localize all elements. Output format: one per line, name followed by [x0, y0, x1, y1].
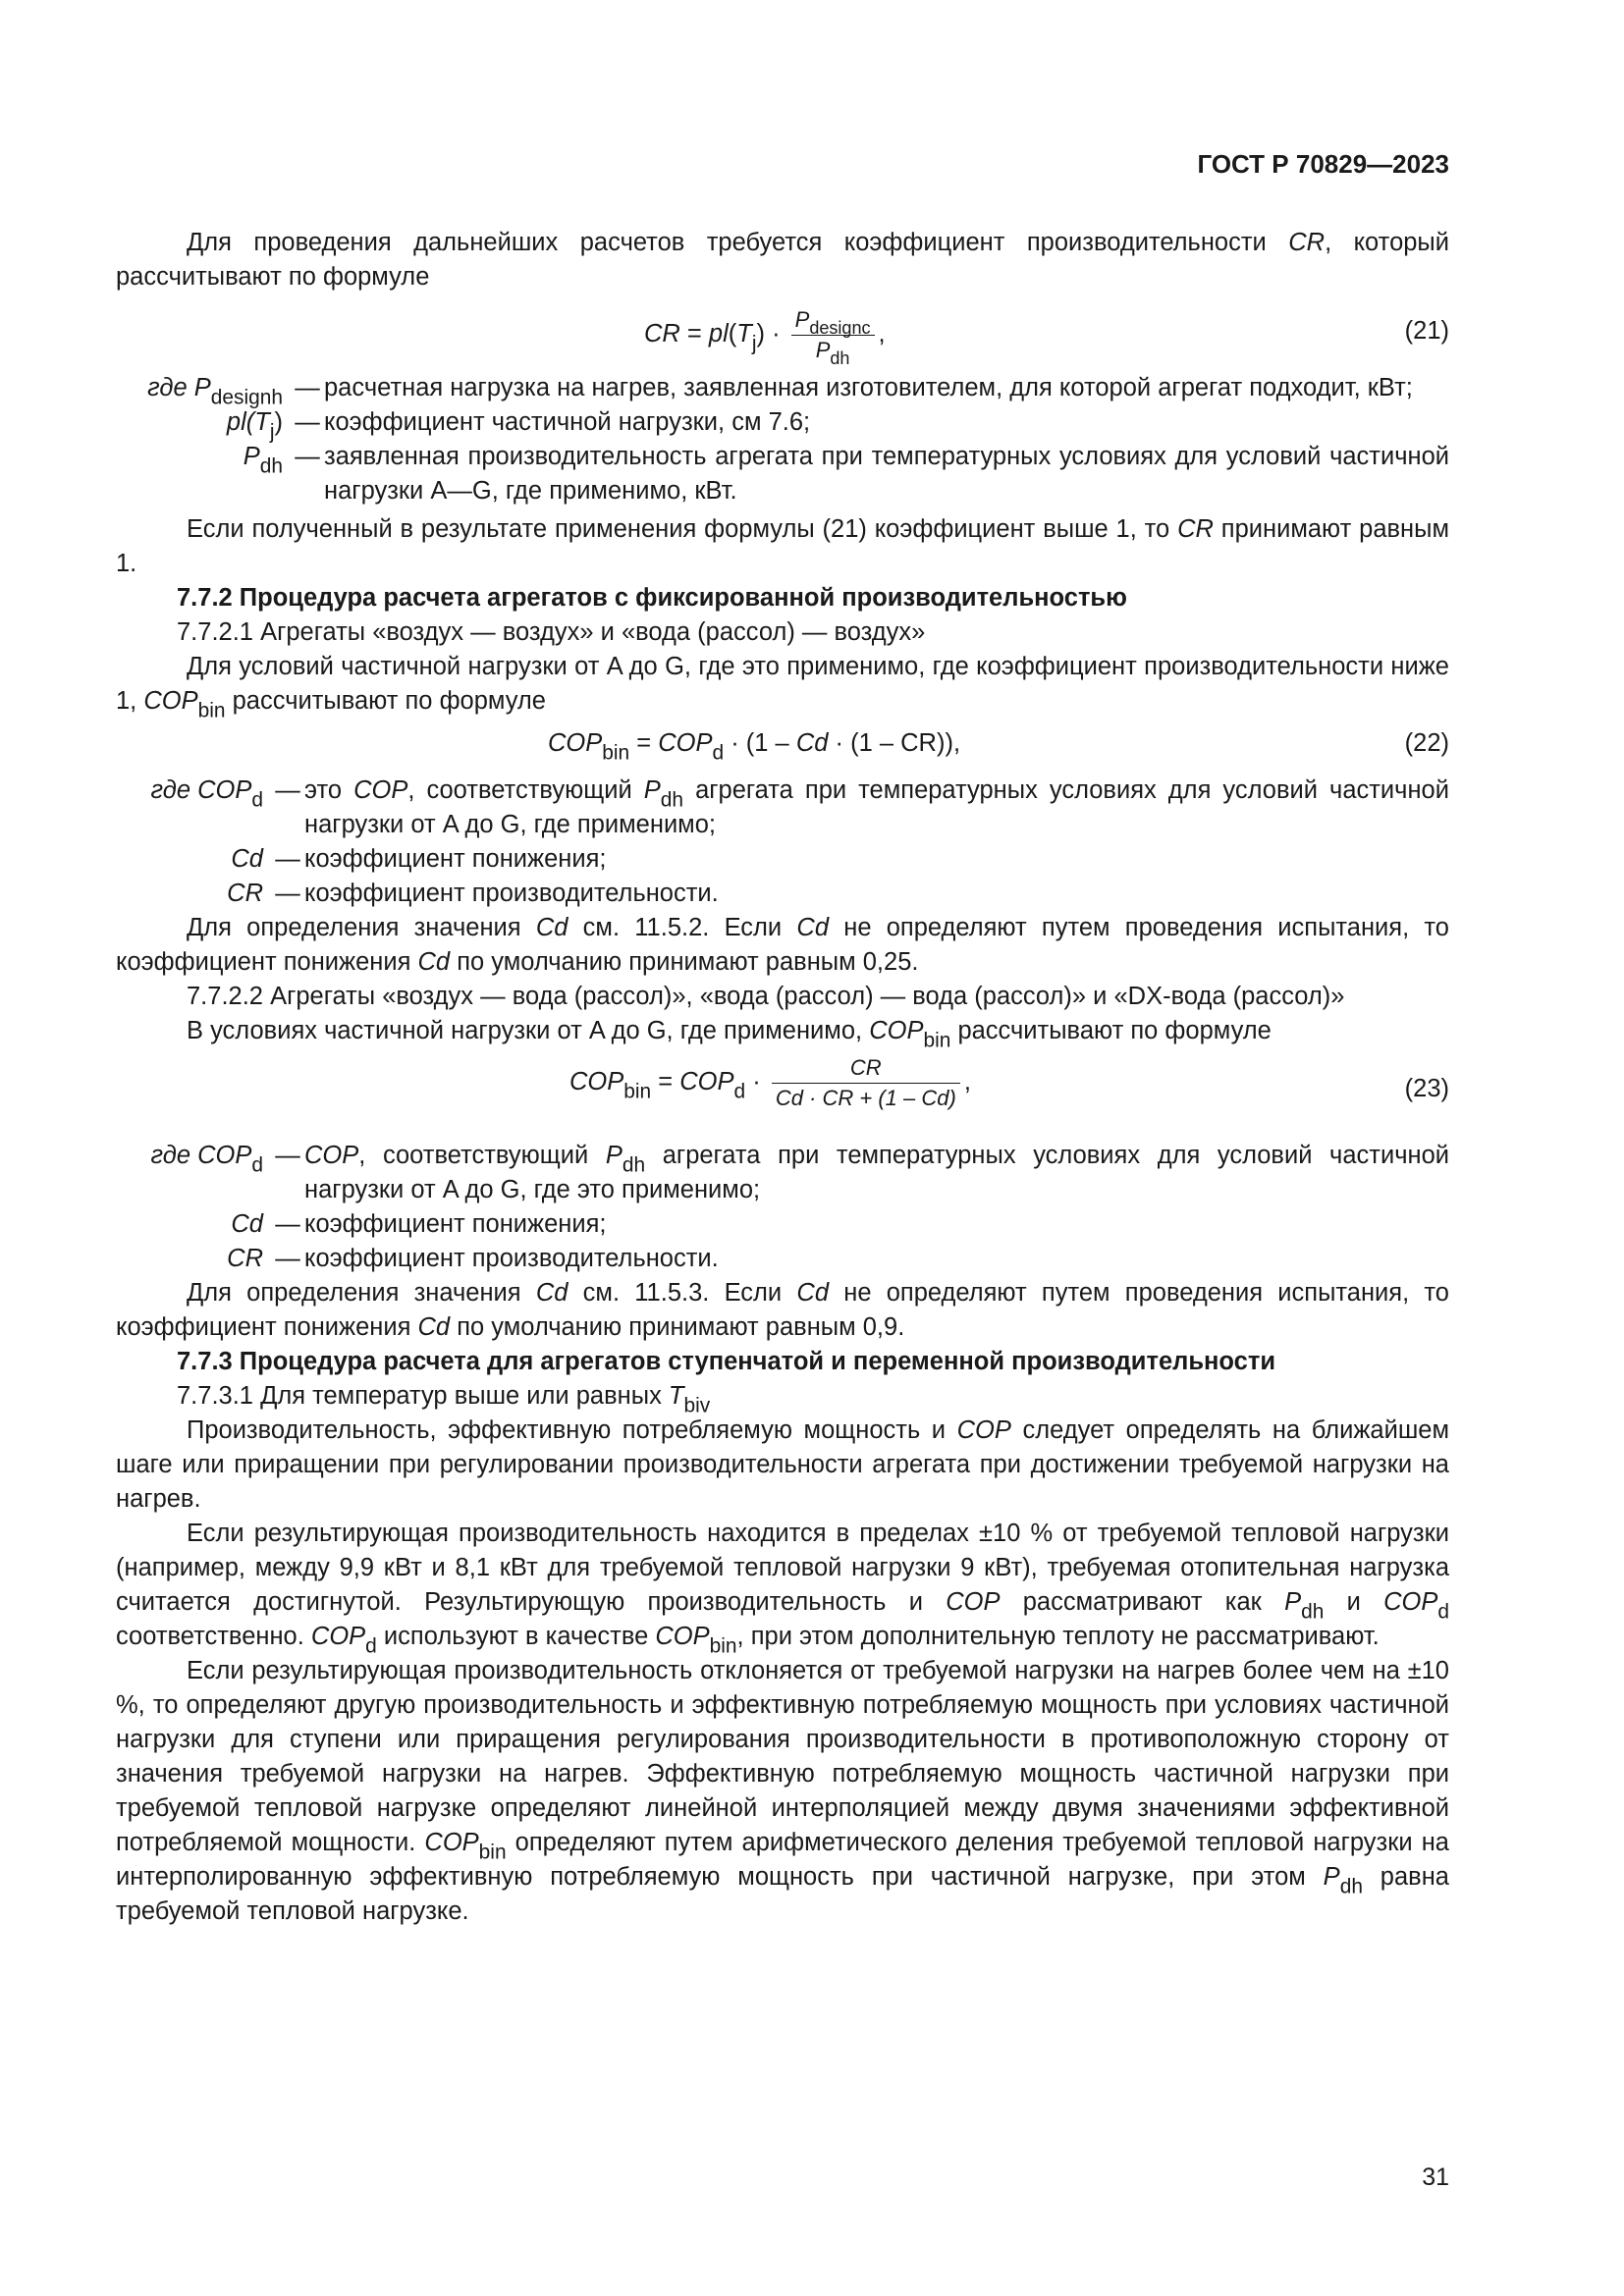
- subscript: bin: [197, 699, 226, 722]
- subscript: d: [251, 1153, 263, 1177]
- text: 7.7.3.1 Для температур выше или равных: [177, 1382, 669, 1410]
- symbol: Cd: [231, 845, 263, 873]
- text: не определяют путем проведения испытания, то коэффициент понижения: [116, 914, 1449, 976]
- fraction: [791, 306, 875, 369]
- text: ,: [878, 320, 886, 348]
- symbol: P: [605, 1142, 623, 1169]
- text: рассматривают как: [1000, 1588, 1285, 1616]
- dash: —: [295, 408, 320, 436]
- symbol: COP: [869, 1017, 924, 1044]
- page-content: [116, 226, 1449, 1929]
- numerator: [791, 306, 875, 339]
- subsection-7-7-3-1: [177, 1379, 1449, 1417]
- subscript: d: [733, 1080, 746, 1103]
- intro-paragraph: [116, 226, 1449, 294]
- text: соответственно.: [116, 1623, 311, 1650]
- text: , соответствующий: [358, 1142, 606, 1169]
- where-term: [116, 371, 291, 409]
- text: рассчитывают по формуле: [225, 687, 546, 715]
- section-heading-7-7-3: 7.7.3 Процедура расчета для агрегатов ступенчатой и переменной производительности: [177, 1348, 1275, 1375]
- dash: —: [275, 880, 300, 907]
- text: см. 11.5.3. Если: [568, 1279, 797, 1307]
- subscript: bin: [923, 1029, 951, 1052]
- text: Если результирующая производительность находится в пределах ±10 % от требуемой тепловой нагрузки (например, между 9,9 кВт и 8,1 кВт для требуемой тепловой нагрузки 9 кВт), требуемая отопительная нагрузка считается достигнутой. Результирующую производительность и: [116, 1520, 1449, 1616]
- paragraph-cr-limit: [116, 512, 1449, 581]
- symbol: P: [794, 307, 810, 332]
- symbol: COP: [310, 1623, 366, 1650]
- where-list-23: [116, 1139, 1449, 1276]
- equation-number: (22): [1404, 729, 1449, 757]
- text: равна требуемой тепловой нагрузке.: [116, 1863, 1449, 1925]
- text: В условиях частичной нагрузки от A до G, где применимо,: [187, 1017, 870, 1044]
- where-term: [116, 1207, 271, 1242]
- dash: —: [275, 776, 300, 804]
- paragraph-7-7-3-1-b: [116, 1517, 1450, 1658]
- symbol: где P: [147, 374, 211, 401]
- subsection-7-7-2-1: 7.7.2.1 Агрегаты «воздух — воздух» и «вода (рассол) — воздух»: [177, 618, 926, 646]
- symbol: где COP: [150, 776, 252, 804]
- dash: —: [275, 1210, 300, 1238]
- subscript: designc: [809, 318, 871, 339]
- where-list-21: [116, 371, 1449, 508]
- symbol: Cd: [796, 914, 830, 941]
- symbol: Cd: [417, 1313, 451, 1341]
- symbol: P: [1323, 1863, 1340, 1891]
- symbol: COP: [655, 1623, 710, 1650]
- text: Для определения значения: [187, 914, 536, 941]
- paragraph-cd-default-1: [116, 911, 1449, 980]
- text: Производительность, эффективную потребляемую мощность и: [187, 1416, 957, 1444]
- equation-23-body: [569, 1054, 971, 1112]
- where-term: [116, 1139, 271, 1207]
- where-definition: коэффициент понижения;: [304, 1210, 607, 1238]
- text: Для проведения дальнейших расчетов требуется коэффициент производительности: [187, 229, 1289, 256]
- symbol: Cd: [231, 1210, 263, 1238]
- symbol: COP: [424, 1829, 479, 1856]
- equation-22: [116, 719, 1449, 770]
- dash: —: [275, 845, 300, 873]
- symbol: P: [815, 338, 831, 362]
- paragraph-7-7-2-2: [116, 1014, 1449, 1052]
- text: и: [1324, 1588, 1384, 1616]
- where-term: [116, 774, 271, 842]
- where-definition: [304, 774, 1449, 842]
- subscript: d: [251, 788, 263, 812]
- text: агрегата при температурных условиях для условий частичной нагрузки от A до G, где это применимо;: [304, 1142, 1449, 1203]
- text: принимают равным 1.: [116, 515, 1449, 577]
- symbol: P: [643, 776, 661, 804]
- equation-number: (23): [1404, 1075, 1449, 1102]
- subscript: bin: [623, 1080, 652, 1103]
- text: по умолчанию принимают равным 0,9.: [450, 1313, 905, 1341]
- symbol: COP: [569, 1068, 624, 1096]
- symbol: COP: [1383, 1588, 1438, 1616]
- subscript: dh: [830, 348, 850, 369]
- where-term: [116, 877, 271, 911]
- text: см. 11.5.2. Если: [568, 914, 797, 941]
- subscript: dh: [660, 788, 684, 812]
- paragraph-7-7-3-1-a: [116, 1414, 1449, 1517]
- document-id-header: ГОСТ Р 70829—2023: [1197, 149, 1449, 179]
- symbol: Cd: [535, 1279, 568, 1307]
- subscript: designh: [210, 386, 283, 409]
- text: ·: [765, 320, 787, 348]
- subscript: biv: [683, 1394, 711, 1417]
- paragraph-cd-default-2: [116, 1276, 1449, 1345]
- subscript: dh: [622, 1153, 646, 1177]
- text: не определяют путем проведения испытания, то коэффициент понижения: [116, 1279, 1449, 1341]
- subscript: bin: [602, 741, 630, 765]
- subscript: dh: [1339, 1875, 1363, 1898]
- text: рассчитывают по формуле: [950, 1017, 1272, 1044]
- subscript: bin: [709, 1634, 737, 1658]
- subscript: bin: [478, 1841, 507, 1864]
- symbol: Cd: [796, 1279, 830, 1307]
- symbol: Cd: [417, 948, 451, 976]
- where-definition: коэффициент понижения;: [304, 845, 607, 873]
- symbol: T: [736, 320, 752, 348]
- equation-21: [116, 294, 1449, 367]
- symbol: pl(T: [226, 408, 270, 436]
- where-term: [116, 1242, 271, 1276]
- text: =: [651, 1068, 680, 1096]
- subscript: d: [712, 741, 725, 765]
- symbol-cr: CR: [1177, 515, 1214, 543]
- equation-23: [116, 1048, 1449, 1135]
- subscript: d: [365, 1634, 377, 1658]
- symbol: CR: [227, 1245, 263, 1272]
- equation-22-body: [548, 726, 961, 765]
- equation-number: (21): [1404, 317, 1449, 345]
- where-definition: коэффициент производительности.: [304, 880, 719, 907]
- symbol: COP: [353, 776, 408, 804]
- subsection-7-7-2-2: 7.7.2.2 Агрегаты «воздух — вода (рассол)», «вода (рассол) — вода (рассол)» и «DX-вода (рассол)»: [187, 983, 1345, 1010]
- text: , который рассчитывают по формуле: [116, 229, 1450, 291]
- symbol: COP: [956, 1416, 1011, 1444]
- paragraph-7-7-3-1-c: [116, 1654, 1449, 1929]
- dash: —: [275, 1142, 300, 1169]
- symbol: pl: [708, 320, 729, 348]
- numerator: [772, 1054, 960, 1084]
- text: ,: [963, 1068, 971, 1096]
- symbol: Cd · CR + (1 – Cd): [775, 1086, 956, 1110]
- equation-21-body: CR = $pl(T_j)$ · $\frac{P_{designc}}{P_{dh}}$ ,: [644, 307, 886, 369]
- text: =: [679, 320, 709, 348]
- text: Если полученный в результате применения формулы (21) коэффициент выше 1, то: [187, 515, 1178, 543]
- text: , при этом дополнительную теплоту не рассматривают.: [736, 1623, 1380, 1650]
- symbol: COP: [548, 729, 603, 757]
- symbol: T: [668, 1382, 684, 1410]
- text: используют в качестве: [376, 1623, 656, 1650]
- denominator: [772, 1084, 960, 1112]
- where-definition: заявленная производительность агрегата при температурных условиях для условий частичной нагрузки A—G, где применимо, кВт.: [324, 443, 1449, 505]
- subscript: dh: [259, 454, 283, 478]
- text: определяют путем арифметического деления требуемой тепловой нагрузки на интерполированную эффективную потребляемую мощность при частичной нагрузке, при этом: [116, 1829, 1449, 1891]
- text: агрегата при температурных условиях для условий частичной нагрузки от A до G, где применимо;: [304, 776, 1449, 838]
- symbol: Cd: [535, 914, 568, 941]
- text: ): [274, 408, 283, 436]
- text: ·: [745, 1068, 768, 1096]
- text: · (1 – CR)),: [828, 729, 961, 757]
- text: Для условий частичной нагрузки от A до G, где это применимо, где коэффициент производительности ниже 1,: [116, 653, 1449, 715]
- where-term: [116, 440, 291, 508]
- symbol: Cd: [795, 729, 829, 757]
- section-heading-7-7-2: 7.7.2 Процедура расчета агрегатов с фиксированной производительностью: [177, 584, 1127, 612]
- symbol: CR: [227, 880, 263, 907]
- where-term: [116, 842, 271, 877]
- symbol: CR: [849, 1055, 882, 1080]
- fraction: [772, 1054, 960, 1112]
- where-term: [116, 405, 291, 444]
- dash: —: [275, 1245, 300, 1272]
- symbol: CR: [644, 320, 680, 348]
- subscript: dh: [1301, 1600, 1325, 1624]
- subscript: j: [269, 420, 275, 444]
- text: · (1 –: [724, 729, 796, 757]
- text: по умолчанию принимают равным 0,25.: [450, 948, 919, 976]
- symbol: P: [1284, 1588, 1302, 1616]
- dash: —: [295, 374, 320, 401]
- text: Для определения значения: [187, 1279, 536, 1307]
- text: следует определять на ближайшем шаге или приращении при регулировании производительности агрегата при достижении требуемой нагрузки на нагрев.: [116, 1416, 1449, 1513]
- where-list-22: [116, 774, 1449, 911]
- symbol: COP: [143, 687, 198, 715]
- subscript: d: [1437, 1600, 1450, 1624]
- text: Если результирующая производительность отклоняется от требуемой нагрузки на нагрев более чем на ±10 %, то определяют другую производительность и эффективную потребляемую мощность при условиях частичной нагрузки для ступени или приращения регулирования производительности в противоположную сторону от значения требуемой нагрузки на нагрев. Эффективную потребляемую мощность частичной нагрузки при требуемой тепловой нагрузке определяют линейной интерполяцией между двумя значениями эффективной потребляемой мощности.: [116, 1657, 1449, 1856]
- where-definition: коэффициент производительности.: [304, 1245, 719, 1272]
- text: =: [629, 729, 659, 757]
- symbol: P: [243, 443, 260, 470]
- symbol: COP: [304, 1142, 359, 1169]
- symbol: COP: [679, 1068, 734, 1096]
- subscript: j: [751, 332, 757, 355]
- text: , соответствующий: [407, 776, 644, 804]
- symbol-cr: CR: [1288, 229, 1326, 256]
- symbol: где COP: [150, 1142, 252, 1169]
- text: это: [304, 776, 354, 804]
- paragraph-7-7-2-1: [116, 650, 1449, 722]
- where-definition: коэффициент частичной нагрузки, см 7.6;: [324, 408, 811, 436]
- denominator: [791, 336, 875, 369]
- where-definition: [304, 1139, 1449, 1207]
- symbol: COP: [658, 729, 713, 757]
- dash: —: [295, 443, 320, 470]
- symbol: COP: [946, 1588, 1001, 1616]
- page-number: 31: [1422, 2163, 1449, 2191]
- where-definition: расчетная нагрузка на нагрев, заявленная изготовителем, для которой агрегат подходит, кВт;: [324, 374, 1413, 401]
